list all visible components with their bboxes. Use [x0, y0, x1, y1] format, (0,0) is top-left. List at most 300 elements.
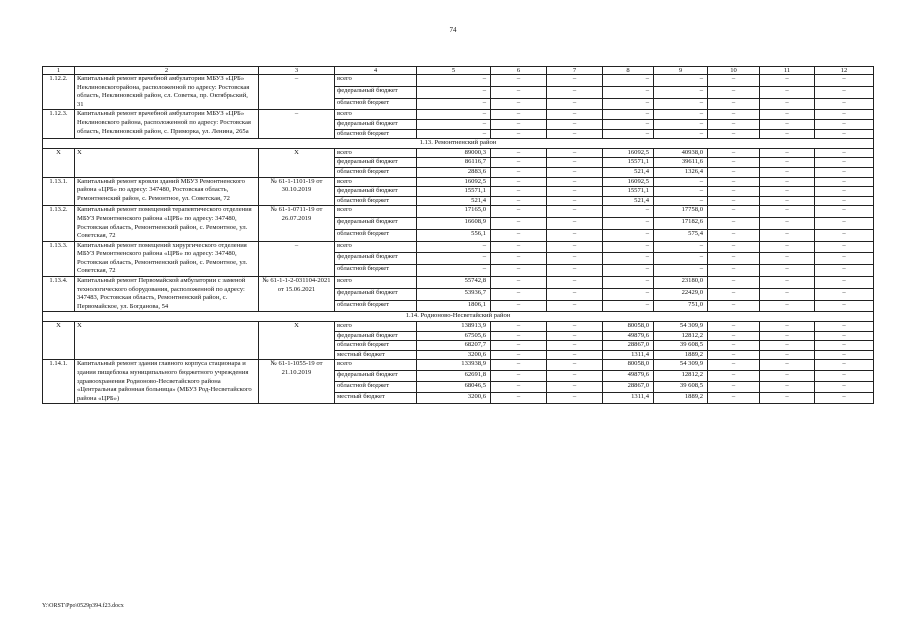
item-number: Х	[43, 322, 75, 360]
item-number: 1.12.3.	[43, 110, 75, 139]
amount-cell: –	[491, 196, 547, 206]
amount-cell: –	[547, 177, 603, 187]
amount-cell: 521,4	[603, 196, 654, 206]
column-number: 3	[259, 67, 335, 75]
amount-cell: –	[708, 288, 760, 300]
amount-cell: –	[815, 86, 874, 98]
amount-cell: –	[603, 98, 654, 110]
amount-cell: 16608,9	[417, 218, 491, 230]
funding-source: федеральный бюджет	[335, 119, 417, 129]
amount-cell: –	[654, 129, 708, 139]
amount-cell: –	[708, 167, 760, 177]
amount-cell: 80058,0	[603, 360, 654, 371]
amount-cell: –	[603, 229, 654, 241]
table-row	[43, 241, 874, 253]
amount-cell: –	[603, 288, 654, 300]
amount-cell: –	[760, 86, 815, 98]
amount-cell: –	[654, 241, 708, 253]
amount-cell: 39611,6	[654, 158, 708, 168]
amount-cell: 15571,1	[603, 158, 654, 168]
column-number: 6	[491, 67, 547, 75]
amount-cell: –	[547, 148, 603, 158]
amount-cell: –	[815, 341, 874, 351]
amount-cell: –	[708, 229, 760, 241]
funding-source: всего	[335, 360, 417, 371]
object-name: Капитальный ремонт кровли зданий МБУЗ Ремонтненского района «ЦРБ» по адресу: 347480, Ростовская область, Ремонтненский район, с. Ремонтное, ул. Советская, 72	[75, 177, 259, 206]
amount-cell: –	[815, 177, 874, 187]
footer-file-path: Y:\ORST\Ppo\0529p394.f23.docx	[42, 603, 124, 609]
amount-cell: –	[603, 265, 654, 277]
amount-cell: –	[708, 148, 760, 158]
amount-cell: –	[491, 288, 547, 300]
amount-cell: –	[708, 206, 760, 218]
amount-cell: –	[491, 75, 547, 87]
amount-cell: 39 608,5	[654, 382, 708, 393]
amount-cell: –	[760, 382, 815, 393]
funding-source: областной бюджет	[335, 129, 417, 139]
amount-cell: –	[547, 229, 603, 241]
amount-cell: –	[417, 98, 491, 110]
amount-cell: 17165,0	[417, 206, 491, 218]
amount-cell: –	[491, 277, 547, 289]
amount-cell: –	[760, 393, 815, 404]
amount-cell: –	[815, 253, 874, 265]
amount-cell: 138913,9	[417, 322, 491, 332]
amount-cell: –	[603, 300, 654, 312]
amount-cell: –	[708, 393, 760, 404]
amount-cell: –	[708, 158, 760, 168]
amount-cell: –	[417, 86, 491, 98]
amount-cell: –	[815, 265, 874, 277]
amount-cell: –	[760, 177, 815, 187]
amount-cell: –	[760, 360, 815, 371]
amount-cell: –	[547, 288, 603, 300]
funding-source: всего	[335, 206, 417, 218]
amount-cell: 133938,9	[417, 360, 491, 371]
column-number: 11	[760, 67, 815, 75]
amount-cell: –	[491, 360, 547, 371]
amount-cell: –	[654, 196, 708, 206]
amount-cell: 1889,2	[654, 350, 708, 360]
amount-cell: –	[760, 350, 815, 360]
amount-cell: –	[708, 322, 760, 332]
amount-cell: –	[417, 253, 491, 265]
amount-cell: –	[603, 75, 654, 87]
item-number: Х	[43, 148, 75, 177]
amount-cell: –	[547, 187, 603, 197]
amount-cell: –	[491, 206, 547, 218]
amount-cell: –	[547, 265, 603, 277]
amount-cell: –	[547, 110, 603, 120]
amount-cell: –	[760, 98, 815, 110]
item-number: 1.14.1.	[43, 360, 75, 404]
amount-cell: –	[547, 277, 603, 289]
amount-cell: –	[491, 167, 547, 177]
funding-source: федеральный бюджет	[335, 187, 417, 197]
funding-source: местный бюджет	[335, 393, 417, 404]
amount-cell: –	[815, 360, 874, 371]
amount-cell: –	[760, 265, 815, 277]
amount-cell: 89000,3	[417, 148, 491, 158]
amount-cell: –	[708, 382, 760, 393]
amount-cell: 15571,1	[603, 187, 654, 197]
permit-number: № 61-1-0711-19 от 26.07.2019	[259, 206, 335, 241]
section-title: 1.14. Родионово-Несветайский район	[43, 312, 874, 322]
amount-cell: –	[547, 322, 603, 332]
permit-number: № 61-1-1055-19 от 21.10.2019	[259, 360, 335, 404]
amount-cell: –	[760, 277, 815, 289]
object-name: Х	[75, 148, 259, 177]
column-number: 7	[547, 67, 603, 75]
amount-cell: 17182,6	[654, 218, 708, 230]
amount-cell: –	[708, 241, 760, 253]
column-number: 8	[603, 67, 654, 75]
funding-source: федеральный бюджет	[335, 158, 417, 168]
funding-source: областной бюджет	[335, 341, 417, 351]
amount-cell: –	[654, 187, 708, 197]
amount-cell: –	[417, 265, 491, 277]
table-row	[43, 110, 874, 120]
amount-cell: –	[491, 110, 547, 120]
amount-cell: 556,1	[417, 229, 491, 241]
table-row	[43, 177, 874, 187]
funding-source: областной бюджет	[335, 229, 417, 241]
amount-cell: 751,0	[654, 300, 708, 312]
amount-cell: –	[760, 75, 815, 87]
amount-cell: –	[760, 218, 815, 230]
amount-cell: –	[708, 86, 760, 98]
amount-cell: –	[760, 196, 815, 206]
amount-cell: –	[815, 148, 874, 158]
amount-cell: 55742,8	[417, 277, 491, 289]
amount-cell: –	[547, 218, 603, 230]
amount-cell: –	[491, 341, 547, 351]
amount-cell: –	[815, 98, 874, 110]
amount-cell: –	[491, 371, 547, 382]
funding-source: всего	[335, 148, 417, 158]
amount-cell: –	[760, 148, 815, 158]
amount-cell: 86116,7	[417, 158, 491, 168]
funding-source: всего	[335, 177, 417, 187]
amount-cell: –	[603, 119, 654, 129]
amount-cell: –	[815, 300, 874, 312]
amount-cell: 2883,6	[417, 167, 491, 177]
amount-cell: –	[491, 322, 547, 332]
amount-cell: –	[815, 196, 874, 206]
amount-cell: 575,4	[654, 229, 708, 241]
amount-cell: –	[491, 129, 547, 139]
funding-source: федеральный бюджет	[335, 86, 417, 98]
amount-cell: –	[491, 350, 547, 360]
table-row	[43, 360, 874, 371]
amount-cell: –	[760, 167, 815, 177]
amount-cell: 16092,5	[603, 177, 654, 187]
amount-cell: 62691,8	[417, 371, 491, 382]
amount-cell: –	[708, 331, 760, 341]
amount-cell: 23180,0	[654, 277, 708, 289]
amount-cell: –	[654, 265, 708, 277]
permit-number: Х	[259, 322, 335, 360]
amount-cell: –	[708, 218, 760, 230]
amount-cell: 521,4	[603, 167, 654, 177]
amount-cell: 22429,0	[654, 288, 708, 300]
amount-cell: 12812,2	[654, 331, 708, 341]
table-row	[43, 206, 874, 218]
amount-cell: –	[603, 241, 654, 253]
object-name: Капитальный ремонт здания главного корпуса стационара и здания пищеблока муниципального бюджетного учреждения здравоохранения Родионово-Несветайского района «Центральная районная больница» (МБУЗ Род-Несветайского района «ЦРБ»)	[75, 360, 259, 404]
amount-cell: –	[547, 167, 603, 177]
amount-cell: –	[815, 158, 874, 168]
object-name: Капитальный ремонт помещений хирургического отделения МБУЗ Ремонтненского района «ЦРБ» по адресу: 347480, Ростовская область, Ремонтненский район, с. Ремонтное, ул. Советская, 72	[75, 241, 259, 276]
funding-source: всего	[335, 277, 417, 289]
column-number: 5	[417, 67, 491, 75]
amount-cell: –	[654, 110, 708, 120]
amount-cell: –	[760, 129, 815, 139]
amount-cell: –	[815, 110, 874, 120]
funding-source: всего	[335, 75, 417, 87]
amount-cell: –	[708, 277, 760, 289]
permit-number: Х	[259, 148, 335, 177]
funding-source: всего	[335, 322, 417, 332]
budget-table	[42, 66, 874, 404]
amount-cell: –	[547, 98, 603, 110]
amount-cell: –	[815, 331, 874, 341]
amount-cell: 17758,0	[654, 206, 708, 218]
funding-source: всего	[335, 110, 417, 120]
amount-cell: –	[491, 300, 547, 312]
amount-cell: –	[547, 241, 603, 253]
table-row	[43, 322, 874, 332]
amount-cell: –	[491, 393, 547, 404]
amount-cell: –	[708, 187, 760, 197]
funding-source: федеральный бюджет	[335, 253, 417, 265]
funding-source: местный бюджет	[335, 350, 417, 360]
amount-cell: –	[708, 253, 760, 265]
amount-cell: –	[760, 158, 815, 168]
amount-cell: 1311,4	[603, 350, 654, 360]
amount-cell: –	[708, 196, 760, 206]
funding-source: федеральный бюджет	[335, 371, 417, 382]
amount-cell: –	[491, 177, 547, 187]
amount-cell: –	[491, 253, 547, 265]
amount-cell: –	[708, 177, 760, 187]
amount-cell: –	[603, 253, 654, 265]
item-number: 1.13.4.	[43, 277, 75, 312]
amount-cell: –	[417, 241, 491, 253]
amount-cell: –	[760, 331, 815, 341]
column-number: 4	[335, 67, 417, 75]
amount-cell: 1889,2	[654, 393, 708, 404]
amount-cell: –	[708, 360, 760, 371]
amount-cell: –	[491, 98, 547, 110]
permit-number: № 61-1-1101-19 от 30.10.2019	[259, 177, 335, 206]
amount-cell: –	[547, 341, 603, 351]
amount-cell: 521,4	[417, 196, 491, 206]
amount-cell: –	[708, 300, 760, 312]
amount-cell: –	[417, 119, 491, 129]
amount-cell: 68046,5	[417, 382, 491, 393]
amount-cell: –	[815, 129, 874, 139]
item-number: 1.13.3.	[43, 241, 75, 276]
amount-cell: –	[547, 86, 603, 98]
amount-cell: –	[815, 241, 874, 253]
amount-cell: –	[491, 241, 547, 253]
amount-cell: –	[547, 300, 603, 312]
amount-cell: –	[654, 98, 708, 110]
amount-cell: 28867,0	[603, 341, 654, 351]
amount-cell: –	[603, 218, 654, 230]
amount-cell: 68207,7	[417, 341, 491, 351]
funding-source: областной бюджет	[335, 300, 417, 312]
amount-cell: –	[547, 129, 603, 139]
section-header-row	[43, 139, 874, 149]
amount-cell: 1806,1	[417, 300, 491, 312]
item-number: 1.13.1.	[43, 177, 75, 206]
amount-cell: –	[547, 253, 603, 265]
amount-cell: –	[603, 277, 654, 289]
amount-cell: 80058,0	[603, 322, 654, 332]
amount-cell: –	[815, 350, 874, 360]
amount-cell: –	[491, 148, 547, 158]
object-name: Капитальный ремонт врачебной амбулатории МБУЗ «ЦРБ» Неклиновского района, расположенной по адресу: Ростовская область, Неклиновский район, с. Приморка, ул. Ленина, 265а	[75, 110, 259, 139]
amount-cell: –	[760, 187, 815, 197]
amount-cell: –	[760, 241, 815, 253]
amount-cell: 67505,6	[417, 331, 491, 341]
amount-cell: –	[815, 206, 874, 218]
table-row	[43, 75, 874, 87]
amount-cell: –	[708, 341, 760, 351]
funding-source: федеральный бюджет	[335, 288, 417, 300]
amount-cell: –	[760, 300, 815, 312]
section-title: 1.13. Ремонтненский район	[43, 139, 874, 149]
amount-cell: –	[547, 382, 603, 393]
amount-cell: –	[654, 75, 708, 87]
amount-cell: –	[491, 265, 547, 277]
amount-cell: –	[603, 206, 654, 218]
item-number: 1.13.2.	[43, 206, 75, 241]
amount-cell: 40938,0	[654, 148, 708, 158]
column-number: 12	[815, 67, 874, 75]
amount-cell: –	[491, 218, 547, 230]
amount-cell: –	[760, 229, 815, 241]
funding-source: всего	[335, 241, 417, 253]
amount-cell: –	[708, 119, 760, 129]
table-row	[43, 277, 874, 289]
amount-cell: –	[708, 350, 760, 360]
amount-cell: 53936,7	[417, 288, 491, 300]
column-number-row	[43, 67, 874, 75]
amount-cell: –	[760, 253, 815, 265]
amount-cell: 54 309,9	[654, 360, 708, 371]
amount-cell: 3200,6	[417, 350, 491, 360]
amount-cell: –	[708, 371, 760, 382]
amount-cell: 54 309,9	[654, 322, 708, 332]
column-number: 2	[75, 67, 259, 75]
amount-cell: –	[815, 382, 874, 393]
amount-cell: –	[654, 177, 708, 187]
amount-cell: –	[815, 75, 874, 87]
column-number: 9	[654, 67, 708, 75]
table-body	[43, 67, 874, 404]
amount-cell: –	[815, 119, 874, 129]
amount-cell: –	[815, 187, 874, 197]
amount-cell: –	[815, 277, 874, 289]
amount-cell: –	[760, 110, 815, 120]
amount-cell: –	[654, 119, 708, 129]
amount-cell: –	[708, 129, 760, 139]
amount-cell: –	[708, 75, 760, 87]
column-number: 10	[708, 67, 760, 75]
amount-cell: 15571,1	[417, 187, 491, 197]
amount-cell: 12812,2	[654, 371, 708, 382]
permit-number: № 61-1-1-2-031104-2021 от 15.06.2021	[259, 277, 335, 312]
amount-cell: 49879,6	[603, 371, 654, 382]
object-name: Капитальный ремонт помещений терапевтического отделения МБУЗ Ремонтненского района «ЦРБ» по адресу: 347480, Ростовская область, Ремонтненский район, с. Ремонтное, ул. Советская, 72	[75, 206, 259, 241]
amount-cell: –	[815, 167, 874, 177]
amount-cell: 49879,6	[603, 331, 654, 341]
amount-cell: –	[547, 331, 603, 341]
amount-cell: 28867,0	[603, 382, 654, 393]
amount-cell: –	[547, 119, 603, 129]
amount-cell: 39 608,5	[654, 341, 708, 351]
funding-source: областной бюджет	[335, 265, 417, 277]
amount-cell: –	[491, 86, 547, 98]
amount-cell: –	[491, 229, 547, 241]
amount-cell: –	[417, 129, 491, 139]
amount-cell: –	[815, 393, 874, 404]
funding-source: федеральный бюджет	[335, 331, 417, 341]
section-header-row	[43, 312, 874, 322]
object-name: Капитальный ремонт врачебной амбулатории МБУЗ «ЦРБ» Неклиновскогорайона, расположенной по адресу: Ростовская область, Неклиновский район, сл. Советка, пр. Октябрьский, 31	[75, 75, 259, 110]
amount-cell: –	[603, 129, 654, 139]
permit-number: –	[259, 75, 335, 110]
amount-cell: –	[815, 229, 874, 241]
funding-source: областной бюджет	[335, 98, 417, 110]
column-number: 1	[43, 67, 75, 75]
amount-cell: –	[547, 360, 603, 371]
amount-cell: –	[547, 196, 603, 206]
amount-cell: –	[708, 110, 760, 120]
amount-cell: –	[815, 322, 874, 332]
amount-cell: –	[760, 322, 815, 332]
amount-cell: –	[491, 187, 547, 197]
amount-cell: –	[491, 158, 547, 168]
funding-source: федеральный бюджет	[335, 218, 417, 230]
page-number: 74	[449, 26, 457, 34]
amount-cell: –	[547, 158, 603, 168]
object-name: Капитальный ремонт Первомайской амбулатории с заменой технологического оборудования, расположенной по адресу: 347483, Ростовская область, Ремонтненский район, с. Первомайское, ул. Богданова, 54	[75, 277, 259, 312]
amount-cell: 3200,6	[417, 393, 491, 404]
amount-cell: –	[815, 288, 874, 300]
amount-cell: –	[760, 288, 815, 300]
amount-cell: –	[760, 341, 815, 351]
amount-cell: –	[760, 119, 815, 129]
permit-number: –	[259, 241, 335, 276]
amount-cell: –	[654, 253, 708, 265]
amount-cell: –	[654, 86, 708, 98]
amount-cell: –	[417, 110, 491, 120]
funding-source: областной бюджет	[335, 167, 417, 177]
table-row	[43, 148, 874, 158]
funding-source: областной бюджет	[335, 196, 417, 206]
amount-cell: –	[491, 382, 547, 393]
item-number: 1.12.2.	[43, 75, 75, 110]
amount-cell: –	[547, 371, 603, 382]
amount-cell: –	[547, 393, 603, 404]
amount-cell: –	[547, 75, 603, 87]
amount-cell: –	[815, 371, 874, 382]
permit-number: –	[259, 110, 335, 139]
